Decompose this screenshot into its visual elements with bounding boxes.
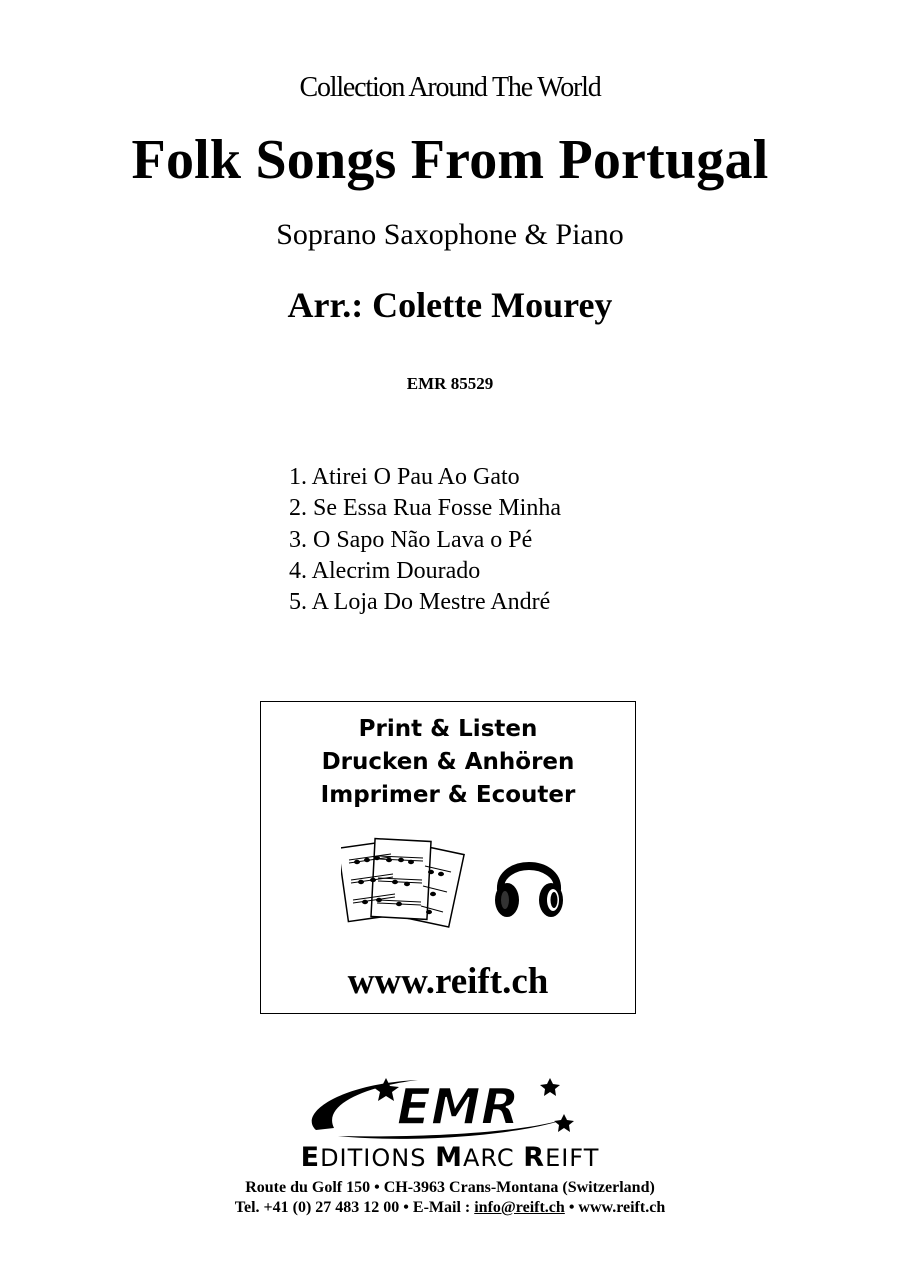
page-title: Folk Songs From Portugal — [131, 129, 769, 191]
publisher-name-part: M — [435, 1142, 463, 1173]
publisher-name-part: DITIONS — [320, 1144, 436, 1172]
song-item: 4. Alecrim Dourado — [289, 557, 481, 584]
print-listen-line-fr: Imprimer & Ecouter — [320, 782, 576, 808]
print-listen-line-de: Drucken & Anhören — [321, 749, 575, 775]
print-listen-box — [260, 701, 636, 1014]
publisher-address: Route du Golf 150 • CH-3963 Crans-Montana (Switzerland) — [245, 1179, 655, 1196]
phone-text: Tel. +41 (0) 27 483 12 00 • E-Mail : — [234, 1199, 475, 1216]
song-item: 2. Se Essa Rua Fosse Minha — [289, 495, 561, 522]
publisher-name-part: R — [523, 1142, 546, 1173]
collection-name: Collection Around The World — [299, 72, 601, 103]
headphones-icon — [493, 844, 565, 924]
publisher-name-part: E — [300, 1142, 321, 1173]
publisher-name-part: EIFT — [545, 1144, 600, 1172]
catalog-number: EMR 85529 — [406, 374, 494, 393]
emr-logo — [298, 1074, 588, 1140]
song-item: 5. A Loja Do Mestre André — [289, 589, 551, 616]
publisher-name — [0, 1142, 900, 1173]
website-link[interactable]: www.reift.ch — [347, 961, 549, 1002]
song-item: 3. O Sapo Não Lava o Pé — [289, 526, 533, 553]
instrumentation: Soprano Saxophone & Piano — [276, 218, 624, 251]
emr-logo-text: EMR — [396, 1078, 520, 1136]
publisher-name-part: ARC — [462, 1144, 524, 1172]
song-list — [289, 462, 561, 618]
sheet-music-icon — [341, 836, 467, 928]
print-listen-line-en: Print & Listen — [358, 716, 538, 742]
song-item: 1. Atirei O Pau Ao Gato — [289, 464, 520, 490]
website-text[interactable]: • www.reift.ch — [564, 1199, 666, 1216]
email-link[interactable]: info@reift.ch — [474, 1199, 565, 1216]
arranger-credit: Arr.: Colette Mourey — [287, 285, 613, 325]
publisher-contact — [0, 1199, 900, 1217]
